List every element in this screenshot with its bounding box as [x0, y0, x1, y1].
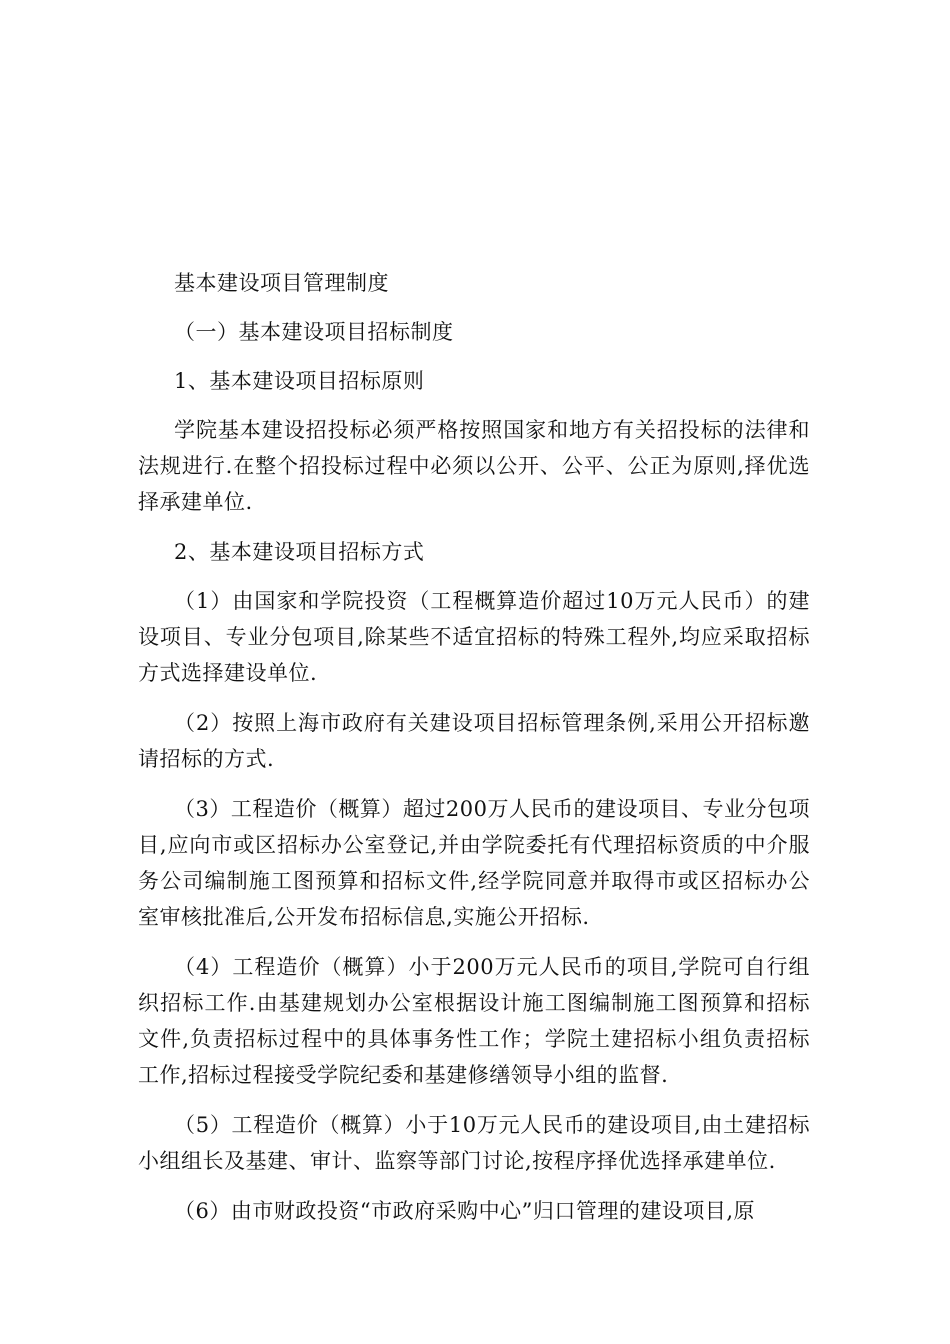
paragraph-principles: 学院基本建设招投标必须严格按照国家和地方有关招投标的法律和法规进行.在整个招投标过程中必须以公开、公平、公正为原则,择优选择承建单位.: [138, 418, 810, 514]
paragraph-item-3: （3）工程造价（概算）超过200万人民币的建设项目、专业分包项目,应向市或区招标办公室登记,并由学院委托有代理招标资质的中介服务公司编制施工图预算和招标文件,经学院同意并取得市或区招标办公室审核批准后,公开发布招标信息,实施公开招标.: [138, 797, 810, 929]
paragraph-item-6: （6）由市财政投资“市政府采购中心”归口管理的建设项目,原: [174, 1199, 756, 1223]
paragraph-item-1: （1）由国家和学院投资（工程概算造价超过10万元人民币）的建设项目、专业分包项目,除某些不适宜招标的特殊工程外,均应采取招标方式选择建设单位.: [138, 589, 810, 685]
document-body: [138, 265, 810, 1243]
document-title: 基本建设项目管理制度: [174, 271, 389, 295]
paragraph-item-4: （4）工程造价（概算）小于200万元人民币的项目,学院可自行组织招标工作.由基建规划办公室根据设计施工图编制施工图预算和招标文件,负责招标过程中的具体事务性工作；学院土建招标小组负责招标工作,招标过程接受学院纪委和基建修缮领导小组的监督.: [138, 955, 810, 1087]
paragraph-item-5: （5）工程造价（概算）小于10万元人民币的建设项目,由土建招标小组组长及基建、审计、监察等部门讨论,按程序择优选择承建单位.: [138, 1113, 810, 1173]
paragraph-item-2: （2）按照上海市政府有关建设项目招标管理条例,采用公开招标邀请招标的方式.: [138, 711, 810, 771]
subsection-heading-principles: 1、基本建设项目招标原则: [174, 369, 425, 393]
subsection-heading-methods: 2、基本建设项目招标方式: [174, 540, 425, 564]
section-heading: （一）基本建设项目招标制度: [174, 320, 454, 344]
